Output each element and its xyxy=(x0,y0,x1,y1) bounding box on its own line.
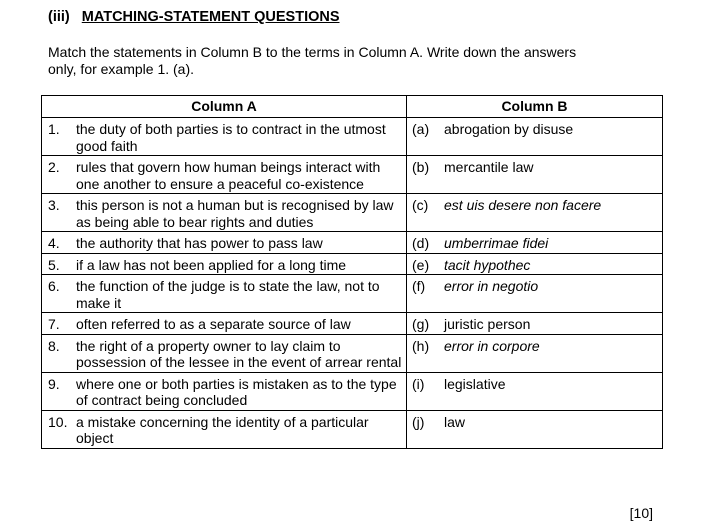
table-row xyxy=(42,156,663,194)
statement-number: 8. xyxy=(48,337,60,354)
table-header-row xyxy=(42,96,663,118)
column-b-cell xyxy=(407,118,663,156)
table-row xyxy=(42,118,663,156)
term-text: abrogation by disuse xyxy=(444,121,574,137)
statement-number: 3. xyxy=(48,197,60,213)
term-letter: (d) xyxy=(412,235,430,251)
statement-text: the duty of both parties is to contract in the utmost good faith xyxy=(76,121,386,154)
statement-text: if a law has not been applied for a long time xyxy=(76,256,347,273)
term-text: law xyxy=(444,413,466,430)
term-text: legislative xyxy=(444,375,506,392)
statement-number: 9. xyxy=(48,375,60,392)
term-text: tacit hypothec xyxy=(444,256,531,273)
column-b-cell xyxy=(407,194,663,232)
column-b-cell xyxy=(407,313,663,335)
term-text: juristic person xyxy=(444,316,531,332)
statement-number: 2. xyxy=(48,159,60,175)
statement-number: 4. xyxy=(48,235,60,251)
table-body xyxy=(42,118,663,449)
column-a-cell xyxy=(42,313,407,335)
term-text: umberrimae fidei xyxy=(444,235,549,251)
instructions-text: Match the statements in Column B to the terms in Column A. Write down the answers only, for example 1. (a). xyxy=(48,44,577,77)
statement-number: 7. xyxy=(48,316,60,332)
table-row xyxy=(42,410,663,448)
term-letter: (i) xyxy=(412,375,425,392)
column-b-cell xyxy=(407,232,663,254)
column-a-cell xyxy=(42,194,407,232)
column-b-cell xyxy=(407,253,663,275)
table-row xyxy=(42,253,663,275)
section-title: MATCHING-STATEMENT QUESTIONS xyxy=(81,9,340,25)
column-b-cell xyxy=(407,156,663,194)
term-letter: (f) xyxy=(412,278,426,294)
table-row xyxy=(42,194,663,232)
term-text: error in negotio xyxy=(444,278,539,294)
statement-number: 1. xyxy=(48,121,60,137)
table-row xyxy=(42,275,663,313)
statement-number: 6. xyxy=(48,278,60,294)
term-text: error in corpore xyxy=(444,337,540,354)
term-letter: (g) xyxy=(412,316,430,332)
statement-number: 5. xyxy=(48,256,60,273)
term-letter: (h) xyxy=(412,337,430,354)
column-b-cell xyxy=(407,372,663,410)
statement-text: the authority that has power to pass law xyxy=(76,235,323,251)
statement-text: rules that govern how human beings interact with one another to ensure a peaceful co-existence xyxy=(76,159,381,192)
table-row xyxy=(42,313,663,335)
column-a-cell xyxy=(42,334,407,372)
term-letter: (j) xyxy=(412,413,425,430)
table-row xyxy=(42,372,663,410)
statement-text: the right of a property owner to lay claim to possession of the lessee in the event of arrear rental xyxy=(76,337,402,370)
term-text: mercantile law xyxy=(444,159,534,175)
statement-number: 10. xyxy=(48,413,68,430)
term-letter: (e) xyxy=(412,256,430,273)
table-row xyxy=(42,334,663,372)
statement-text: often referred to as a separate source of law xyxy=(76,316,351,332)
column-a-cell xyxy=(42,156,407,194)
statement-text: a mistake concerning the identity of a particular object xyxy=(76,413,369,446)
column-a-cell xyxy=(42,410,407,448)
statement-text: this person is not a human but is recognised by law as being able to bear rights and duties xyxy=(76,197,394,230)
table-row xyxy=(42,232,663,254)
column-a-cell xyxy=(42,275,407,313)
marks-total: [10] xyxy=(629,505,653,521)
term-letter: (a) xyxy=(412,121,430,137)
column-a-cell xyxy=(42,118,407,156)
term-letter: (c) xyxy=(412,197,429,213)
statement-text: where one or both parties is mistaken as to the type of contract being concluded xyxy=(76,375,397,408)
column-b-header: Column B xyxy=(407,96,663,118)
column-b-cell xyxy=(407,410,663,448)
term-text: est uis desere non facere xyxy=(444,197,602,213)
statement-text: the function of the judge is to state the law, not to make it xyxy=(76,278,380,311)
column-a-cell xyxy=(42,372,407,410)
term-letter: (b) xyxy=(412,159,430,175)
section-heading xyxy=(48,9,340,25)
matching-table xyxy=(41,95,663,449)
column-a-cell xyxy=(42,253,407,275)
section-number: (iii) xyxy=(48,9,70,25)
column-a-header: Column A xyxy=(42,96,407,118)
column-b-cell xyxy=(407,334,663,372)
column-b-cell xyxy=(407,275,663,313)
column-a-cell xyxy=(42,232,407,254)
